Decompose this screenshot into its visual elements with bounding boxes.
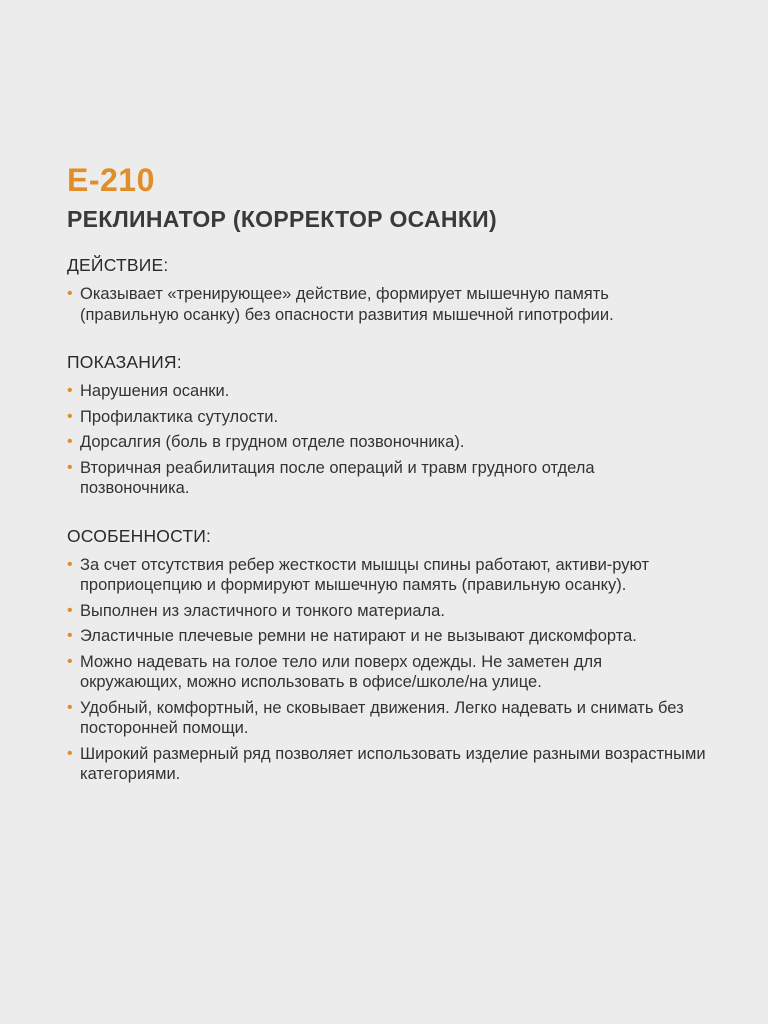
list-item	[67, 432, 708, 453]
bullet-dot-icon: •	[67, 458, 73, 476]
list-item	[67, 555, 708, 596]
bullet-dot-icon: •	[67, 555, 73, 573]
list-item-text: За счет отсутствия ребер жесткости мышцы спины работают, активи-руют проприоцепцию и формируют мышечную память (правильную осанку).	[80, 555, 650, 594]
bullet-dot-icon: •	[67, 744, 73, 762]
bullet-list	[67, 555, 708, 785]
section-heading: ДЕЙСТВИЕ:	[67, 255, 169, 275]
list-item-text: Нарушения осанки.	[80, 382, 230, 400]
list-item-text: Вторичная реабилитация после операций и травм грудного отдела позвоночника.	[80, 458, 595, 497]
section-action	[67, 254, 708, 325]
bullet-dot-icon: •	[67, 601, 73, 619]
bullet-dot-icon: •	[67, 433, 73, 450]
list-item	[67, 601, 708, 622]
bullet-list	[67, 381, 708, 499]
bullet-dot-icon: •	[67, 652, 73, 670]
bullet-dot-icon: •	[67, 407, 73, 425]
list-item	[67, 744, 708, 785]
bullet-dot-icon: •	[67, 285, 73, 302]
list-item-text: Дорсалгия (боль в грудном отделе позвоночника).	[80, 433, 465, 451]
list-item	[67, 698, 708, 739]
product-name: РЕКЛИНАТОР (КОРРЕКТОР ОСАНКИ)	[67, 206, 497, 232]
section-heading: ОСОБЕННОСТИ:	[67, 525, 212, 546]
list-item	[67, 284, 708, 325]
list-item-text: Эластичные плечевые ремни не натирают и не вызывают дискомфорта.	[80, 627, 637, 645]
list-item-text: Оказывает «тренирующее» действие, формирует мышечную память (правильную осанку) без опасности развития мышечной гипотрофии.	[80, 285, 614, 324]
list-item	[67, 458, 708, 499]
list-item-text: Профилактика сутулости.	[80, 407, 279, 426]
section-features	[67, 525, 708, 785]
bullet-dot-icon: •	[67, 382, 73, 399]
list-item	[67, 652, 708, 693]
list-item-text: Удобный, комфортный, не сковывает движения. Легко надевать и снимать без посторонней помощи.	[80, 698, 684, 737]
list-item-text: Выполнен из эластичного и тонкого материала.	[80, 601, 445, 620]
bullet-dot-icon: •	[67, 698, 73, 716]
product-code: E-210	[67, 162, 155, 198]
bullet-dot-icon: •	[67, 627, 73, 644]
list-item	[67, 407, 708, 428]
list-item-text: Широкий размерный ряд позволяет использовать изделие разными возрастными категориями.	[80, 744, 706, 783]
section-heading: ПОКАЗАНИЯ:	[67, 352, 182, 372]
list-item	[67, 381, 708, 402]
list-item-text: Можно надевать на голое тело или поверх одежды. Не заметен для окружающих, можно использовать в офисе/школе/на улице.	[80, 652, 603, 691]
bullet-list	[67, 284, 708, 325]
list-item	[67, 626, 708, 647]
section-indications	[67, 351, 708, 499]
